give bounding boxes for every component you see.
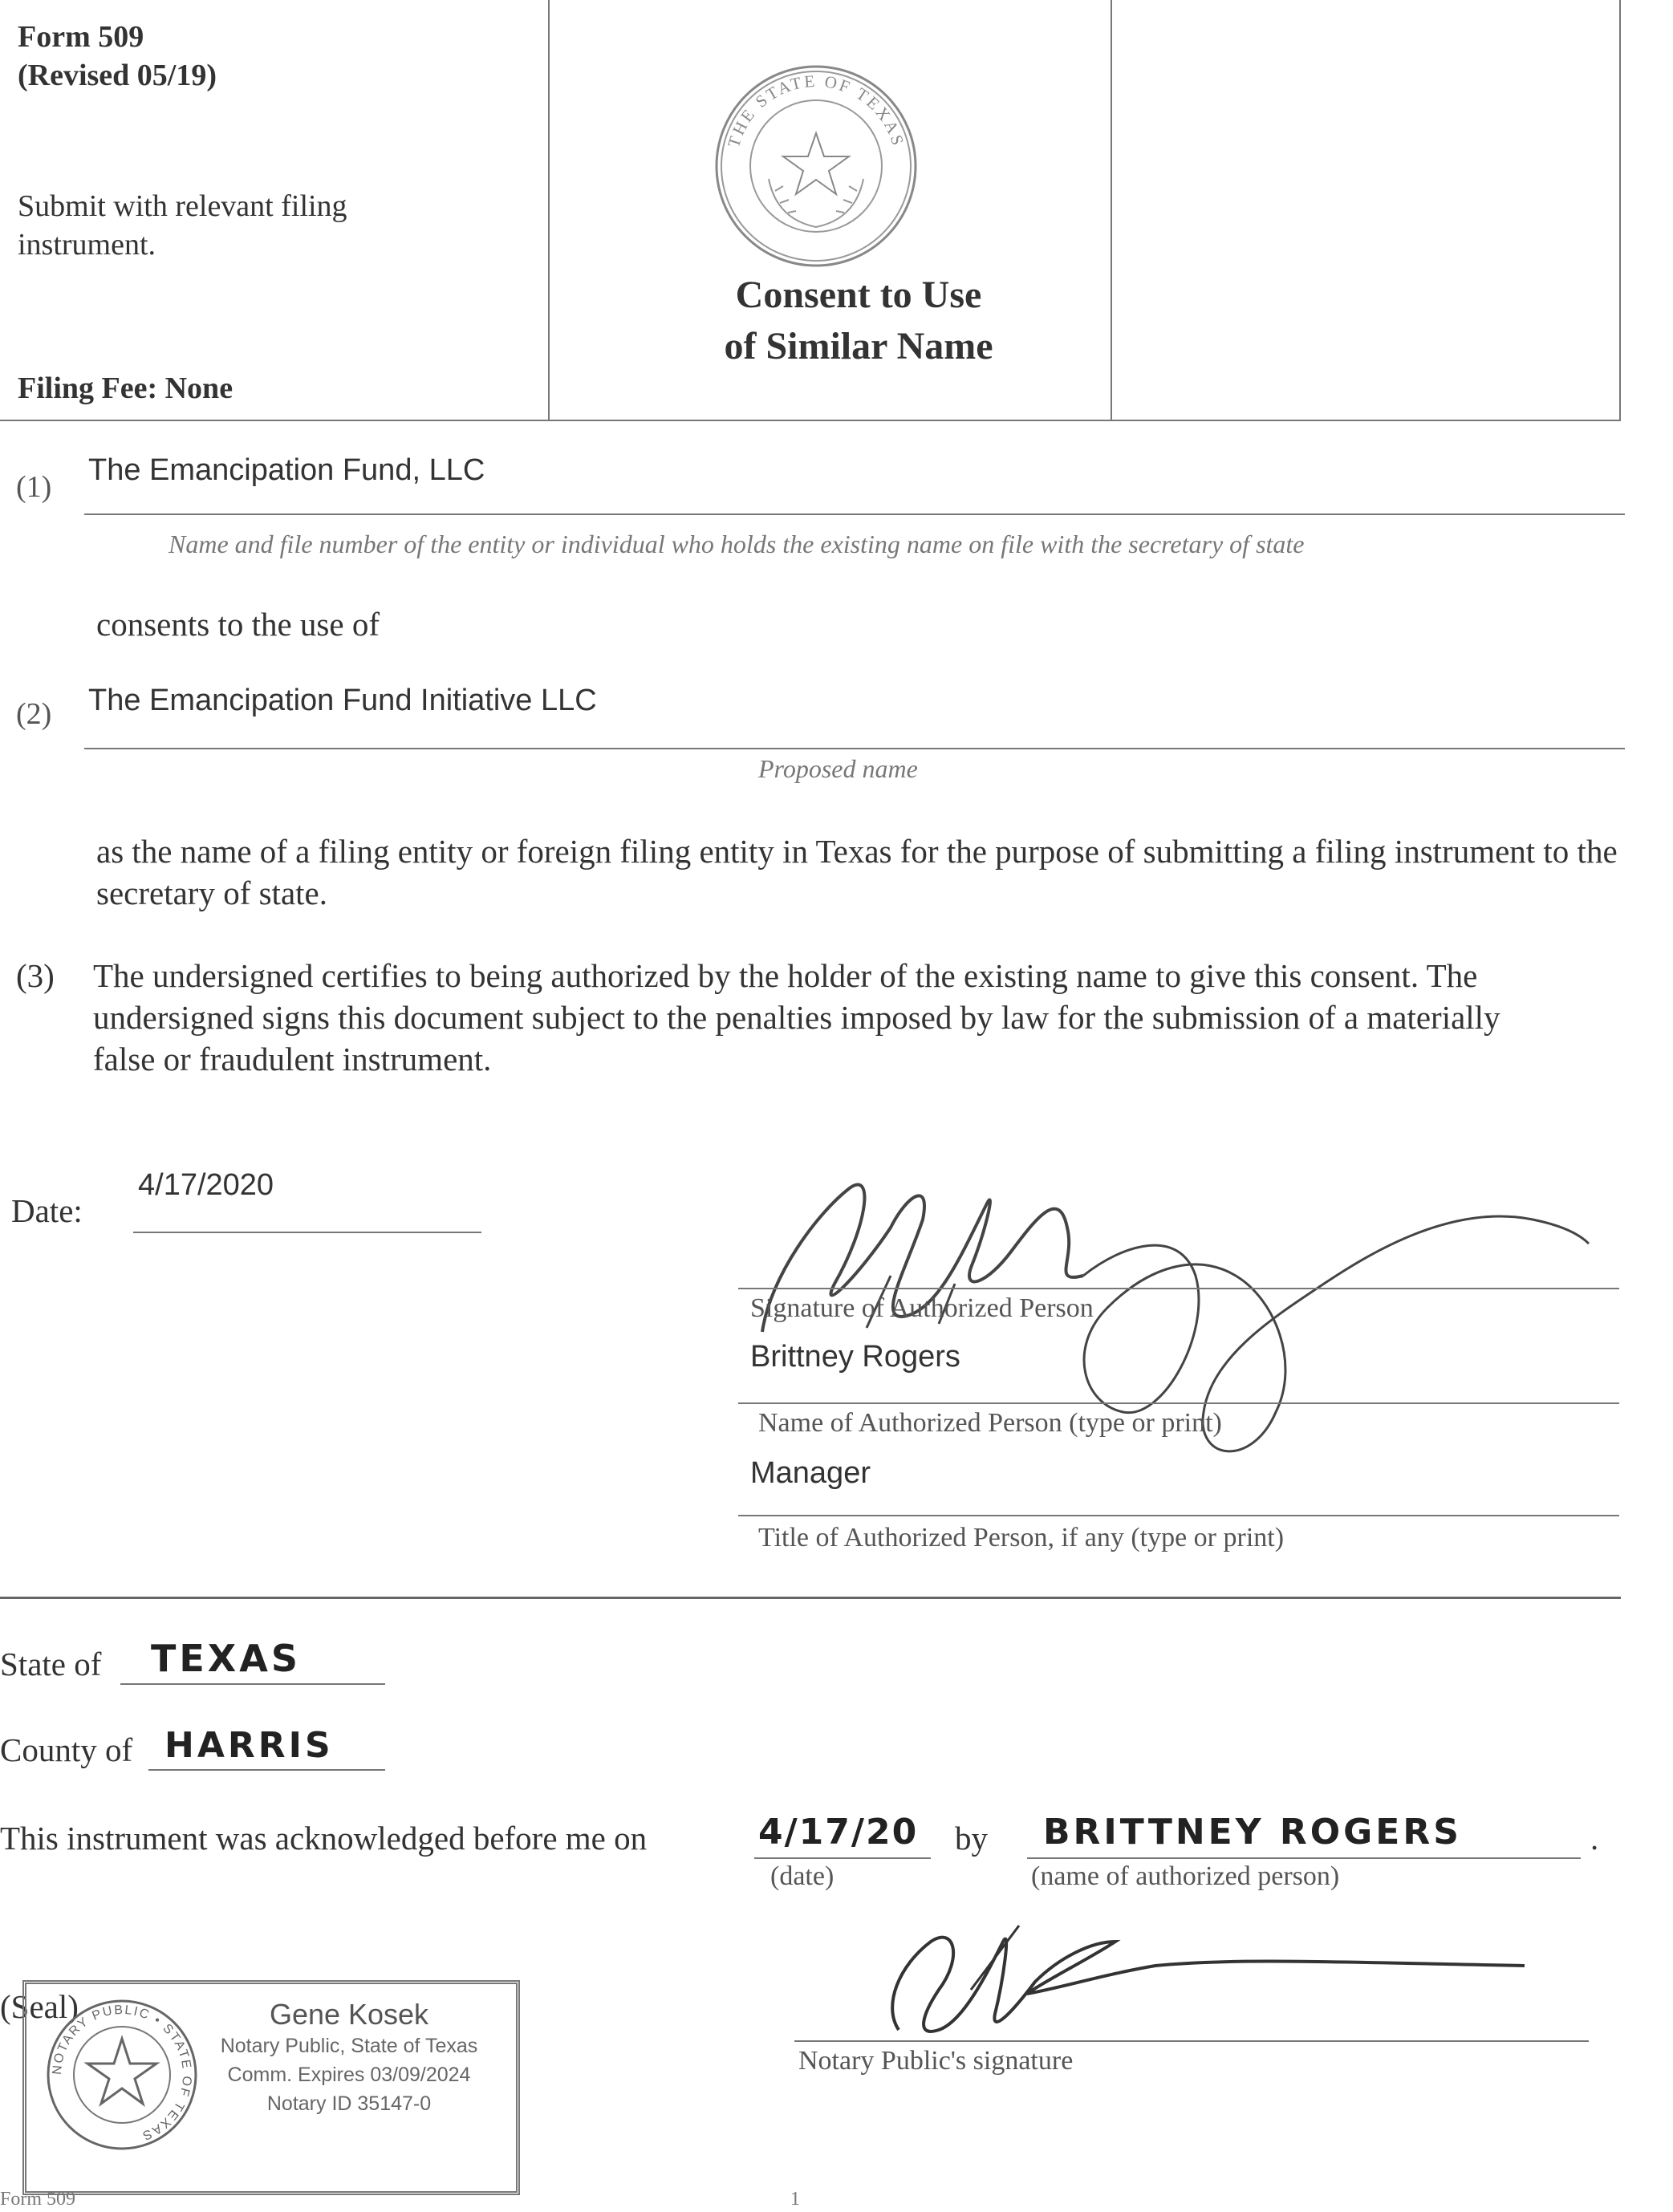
notary-stamp-line3: Notary ID 35147-0 [266, 2092, 432, 2115]
notary-section-divider [0, 1597, 1621, 1599]
form-title [554, 270, 1163, 372]
footer-form-label: Form 509 [0, 2189, 76, 2210]
notary-signature-caption: Notary Public's signature [798, 2046, 1074, 2076]
notary-signature-line [794, 2040, 1589, 2042]
header-divider-3 [1619, 0, 1621, 420]
signature-caption: Signature of Authorized Person [750, 1293, 1094, 1323]
date-value: 4/17/2020 [138, 1168, 274, 1202]
authorized-name-caption: Name of Authorized Person (type or print) [758, 1408, 1222, 1438]
form-number [18, 18, 217, 95]
page-number: 1 [790, 2189, 800, 2210]
texas-state-seal [713, 63, 920, 270]
name-caption: (name of authorized person) [1031, 1861, 1340, 1891]
proposed-name-caption: Proposed name [758, 754, 918, 783]
date-label: Date: [11, 1192, 83, 1229]
purpose-text: as the name of a filing entity or foreign filing entity in Texas for the purpose of submitting a filing instrument to the secretary of state. [96, 833, 1618, 911]
notary-stamp-name: Gene Kosek [269, 1998, 429, 2031]
seal-ring-text: THE STATE OF TEXAS [724, 71, 908, 150]
authorized-title-value: Manager [750, 1456, 871, 1490]
notary-signature [851, 1893, 1541, 2062]
acknowledgment-date-line [754, 1857, 931, 1859]
authorized-title-caption: Title of Authorized Person, if any (type or print) [758, 1523, 1285, 1552]
authorized-name-line [738, 1402, 1619, 1404]
notary-stamp-line1: Notary Public, State of Texas [220, 2035, 478, 2057]
state-label: State of [0, 1646, 102, 1682]
by-label: by [955, 1820, 988, 1857]
item2-number: (2) [16, 697, 52, 731]
county-line [148, 1769, 385, 1771]
form-title-line1: Consent to Use [735, 274, 982, 316]
form-number-text: Form 509 [18, 20, 144, 54]
consents-text: consents to the use of [96, 606, 380, 643]
state-line [120, 1683, 385, 1685]
state-value: TEXAS [151, 1637, 301, 1680]
certification-text: The undersigned certifies to being authorized by the holder of the existing name to give this consent. The undersigned signs this document subject to the penalties imposed by law for the submission of a materially false or fraudulent instrument. [93, 957, 1500, 1078]
notary-stamp-emblem [42, 1995, 202, 2155]
submit-note: Submit with relevant filing instrument. [18, 189, 347, 262]
existing-name-value: The Emancipation Fund, LLC [88, 453, 485, 487]
seal-label: (Seal) [0, 1988, 79, 2025]
acknowledgment-name: BRITTNEY ROGERS [1043, 1812, 1462, 1853]
header-bottom-rule [0, 420, 1621, 421]
authorized-signature [746, 1155, 1613, 1500]
date-line [133, 1232, 481, 1233]
notary-stamp-line2: Comm. Expires 03/09/2024 [227, 2064, 471, 2086]
proposed-name-line [84, 748, 1625, 749]
proposed-name-value: The Emancipation Fund Initiative LLC [88, 684, 597, 717]
signature-line [738, 1288, 1619, 1289]
item1-number: (1) [16, 470, 52, 504]
date-caption: (date) [770, 1861, 834, 1891]
authorized-title-line [738, 1515, 1619, 1516]
existing-name-caption: Name and file number of the entity or individual who holds the existing name on file with the secretary of state [169, 530, 1305, 558]
county-label: County of [0, 1731, 133, 1768]
notary-stamp-ring-text: NOTARY PUBLIC • STATE OF TEXAS [50, 2003, 194, 2143]
filing-fee: Filing Fee: None [18, 371, 233, 405]
existing-name-line [84, 513, 1625, 515]
header-divider-1 [548, 0, 550, 420]
form-title-line2: of Similar Name [724, 325, 993, 367]
notary-stamp-text [201, 1998, 497, 2118]
acknowledgment-date: 4/17/20 [758, 1812, 919, 1853]
form-revision: (Revised 05/19) [18, 59, 217, 92]
acknowledgment-period: . [1590, 1820, 1599, 1857]
county-value: HARRIS [164, 1725, 334, 1766]
item3-number: (3) [16, 957, 55, 994]
acknowledgment-name-line [1027, 1857, 1581, 1859]
authorized-name-value: Brittney Rogers [750, 1340, 960, 1374]
acknowledgment-text: This instrument was acknowledged before me on [0, 1820, 648, 1857]
